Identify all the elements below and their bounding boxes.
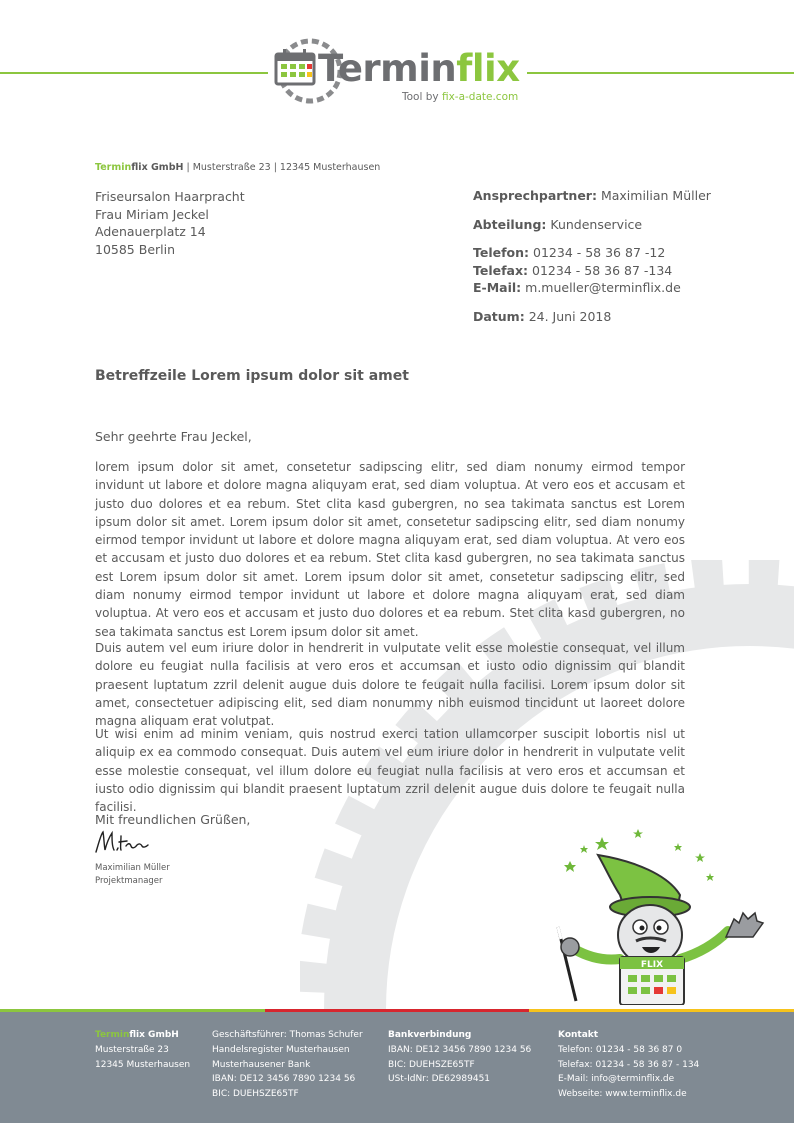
wizard-mascot-icon — [540, 825, 770, 1005]
header-line-left — [0, 72, 268, 74]
logo-tagline: Tool by fix-a-date.com — [402, 91, 519, 103]
contact-person: Ansprechpartner: Maximilian Müller — [473, 188, 711, 203]
closing-phrase: Mit freundlichen Grüßen, — [95, 812, 251, 827]
handwritten-signature — [93, 828, 153, 856]
footer-management: Geschäftsführer: Thomas Schufer Handelsregister Musterhausen Musterhausener Bank IBAN: DE12 3456 7890 1234 56 BIC: DUEHSZE65TF — [212, 1030, 363, 1100]
contact-email: E-Mail: m.mueller@terminflix.de — [473, 280, 681, 295]
recipient-address — [95, 188, 245, 258]
recipient-line: Adenauerplatz 14 — [95, 224, 206, 239]
body-paragraph: lorem ipsum dolor sit amet, consetetur sadipscing elitr, sed diam nonumy eirmod tempor invidunt ut labore et dolore magna aliquyam erat, sed diam voluptua. At vero eos et accusam et justo duo dolores et ea rebum. Stet clita kasd gubergren, no sea takimata sanctus est Lorem ipsum dolor sit amet. Lorem ipsum dolor sit amet, consetetur sadipscing elitr, sed diam nonumy eirmod tempor invidunt ut labore et dolore magna aliquyam erat, sed diam voluptua. At vero eos et accusam et justo duo dolores et ea rebum. Stet clita kasd gubergren, no sea takimata sanctus est Lorem ipsum dolor sit amet. Lorem ipsum dolor sit amet, consetetur sadipscing elitr, sed diam nonumy eirmod tempor invidunt ut labore et dolore magna aliquyam erat, sed diam voluptua. At vero eos et accusam et justo duo dolores et ea rebum. Stet clita kasd gubergren, no sea takimata sanctus est Lorem ipsum dolor sit amet. — [95, 460, 685, 639]
signer-block — [95, 862, 170, 887]
terminflix-logo — [274, 36, 524, 106]
footer-company: Terminflix GmbH Musterstraße 23 12345 Musterhausen — [95, 1030, 191, 1070]
body-paragraph: Duis autem vel eum iriure dolor in hendrerit in vulputate velit esse molestie consequat, vel illum dolore eu feugiat nulla facilisis at vero eros et accumsan et iusto odio dignissim qui blandit praesent luptatum zzril delenit augue duis dolore te feugait nulla facilisi. Lorem ipsum dolor sit amet, consectetuer adipiscing elit, sed diam nonummy nibh euismod tincidunt ut laoreet dolore magna aliquam erat volutpat. — [95, 641, 685, 729]
footer-website-link[interactable]: Webseite: www.terminflix.de — [558, 1089, 687, 1100]
contact-date: Datum: 24. Juni 2018 — [473, 309, 612, 324]
footer-bank: Bankverbindung IBAN: DE12 3456 7890 1234 56 BIC: DUEHSZE65TF USt-IdNr: DE62989451 — [388, 1030, 532, 1085]
salutation: Sehr geehrte Frau Jeckel, — [95, 429, 252, 444]
contact-phone: Telefon: 01234 - 58 36 87 -12 — [473, 245, 666, 260]
body-paragraph: Ut wisi enim ad minim veniam, quis nostrud exerci tation ullamcorper suscipit lobortis nisl ut aliquip ex ea commodo consequat. Duis autem vel eum iriure dolor in hendrerit in vulputate velit esse molestie consequat, vel illum dolore eu feugiat nulla facilisis at vero eros et accumsan et iusto odio dignissim qui blandit praesent luptatum zzril delenit augue duis dolore te feugait nulla facilisi. — [95, 727, 685, 815]
mascot-hat-label: FLIX — [640, 960, 664, 970]
recipient-line: 10585 Berlin — [95, 241, 176, 257]
recipient-line: Frau Miriam Jeckel — [95, 206, 209, 222]
footer-email-link[interactable]: E-Mail: info@terminflix.de — [558, 1074, 675, 1085]
signer-title: Projektmanager — [95, 875, 163, 886]
footer-contact: Kontakt Telefon: 01234 - 58 36 87 0 Telefax: 01234 - 58 36 87 - 134 E-Mail: info@terminflix.de Webseite: www.terminflix.de — [558, 1028, 699, 1102]
contact-department: Abteilung: Kundenservice — [473, 217, 643, 232]
signer-name: Maximilian Müller — [95, 863, 170, 873]
header-line-right — [527, 72, 794, 74]
logo-wordmark: Terminflix — [318, 47, 520, 90]
recipient-line: Friseursalon Haarpracht — [95, 189, 245, 204]
contact-fax: Telefax: 01234 - 58 36 87 -134 — [473, 263, 673, 278]
subject-line: Betreffzeile Lorem ipsum dolor sit amet — [95, 368, 409, 384]
sender-line: Terminflix GmbH | Musterstraße 23 | 12345 Musterhausen — [95, 162, 381, 173]
